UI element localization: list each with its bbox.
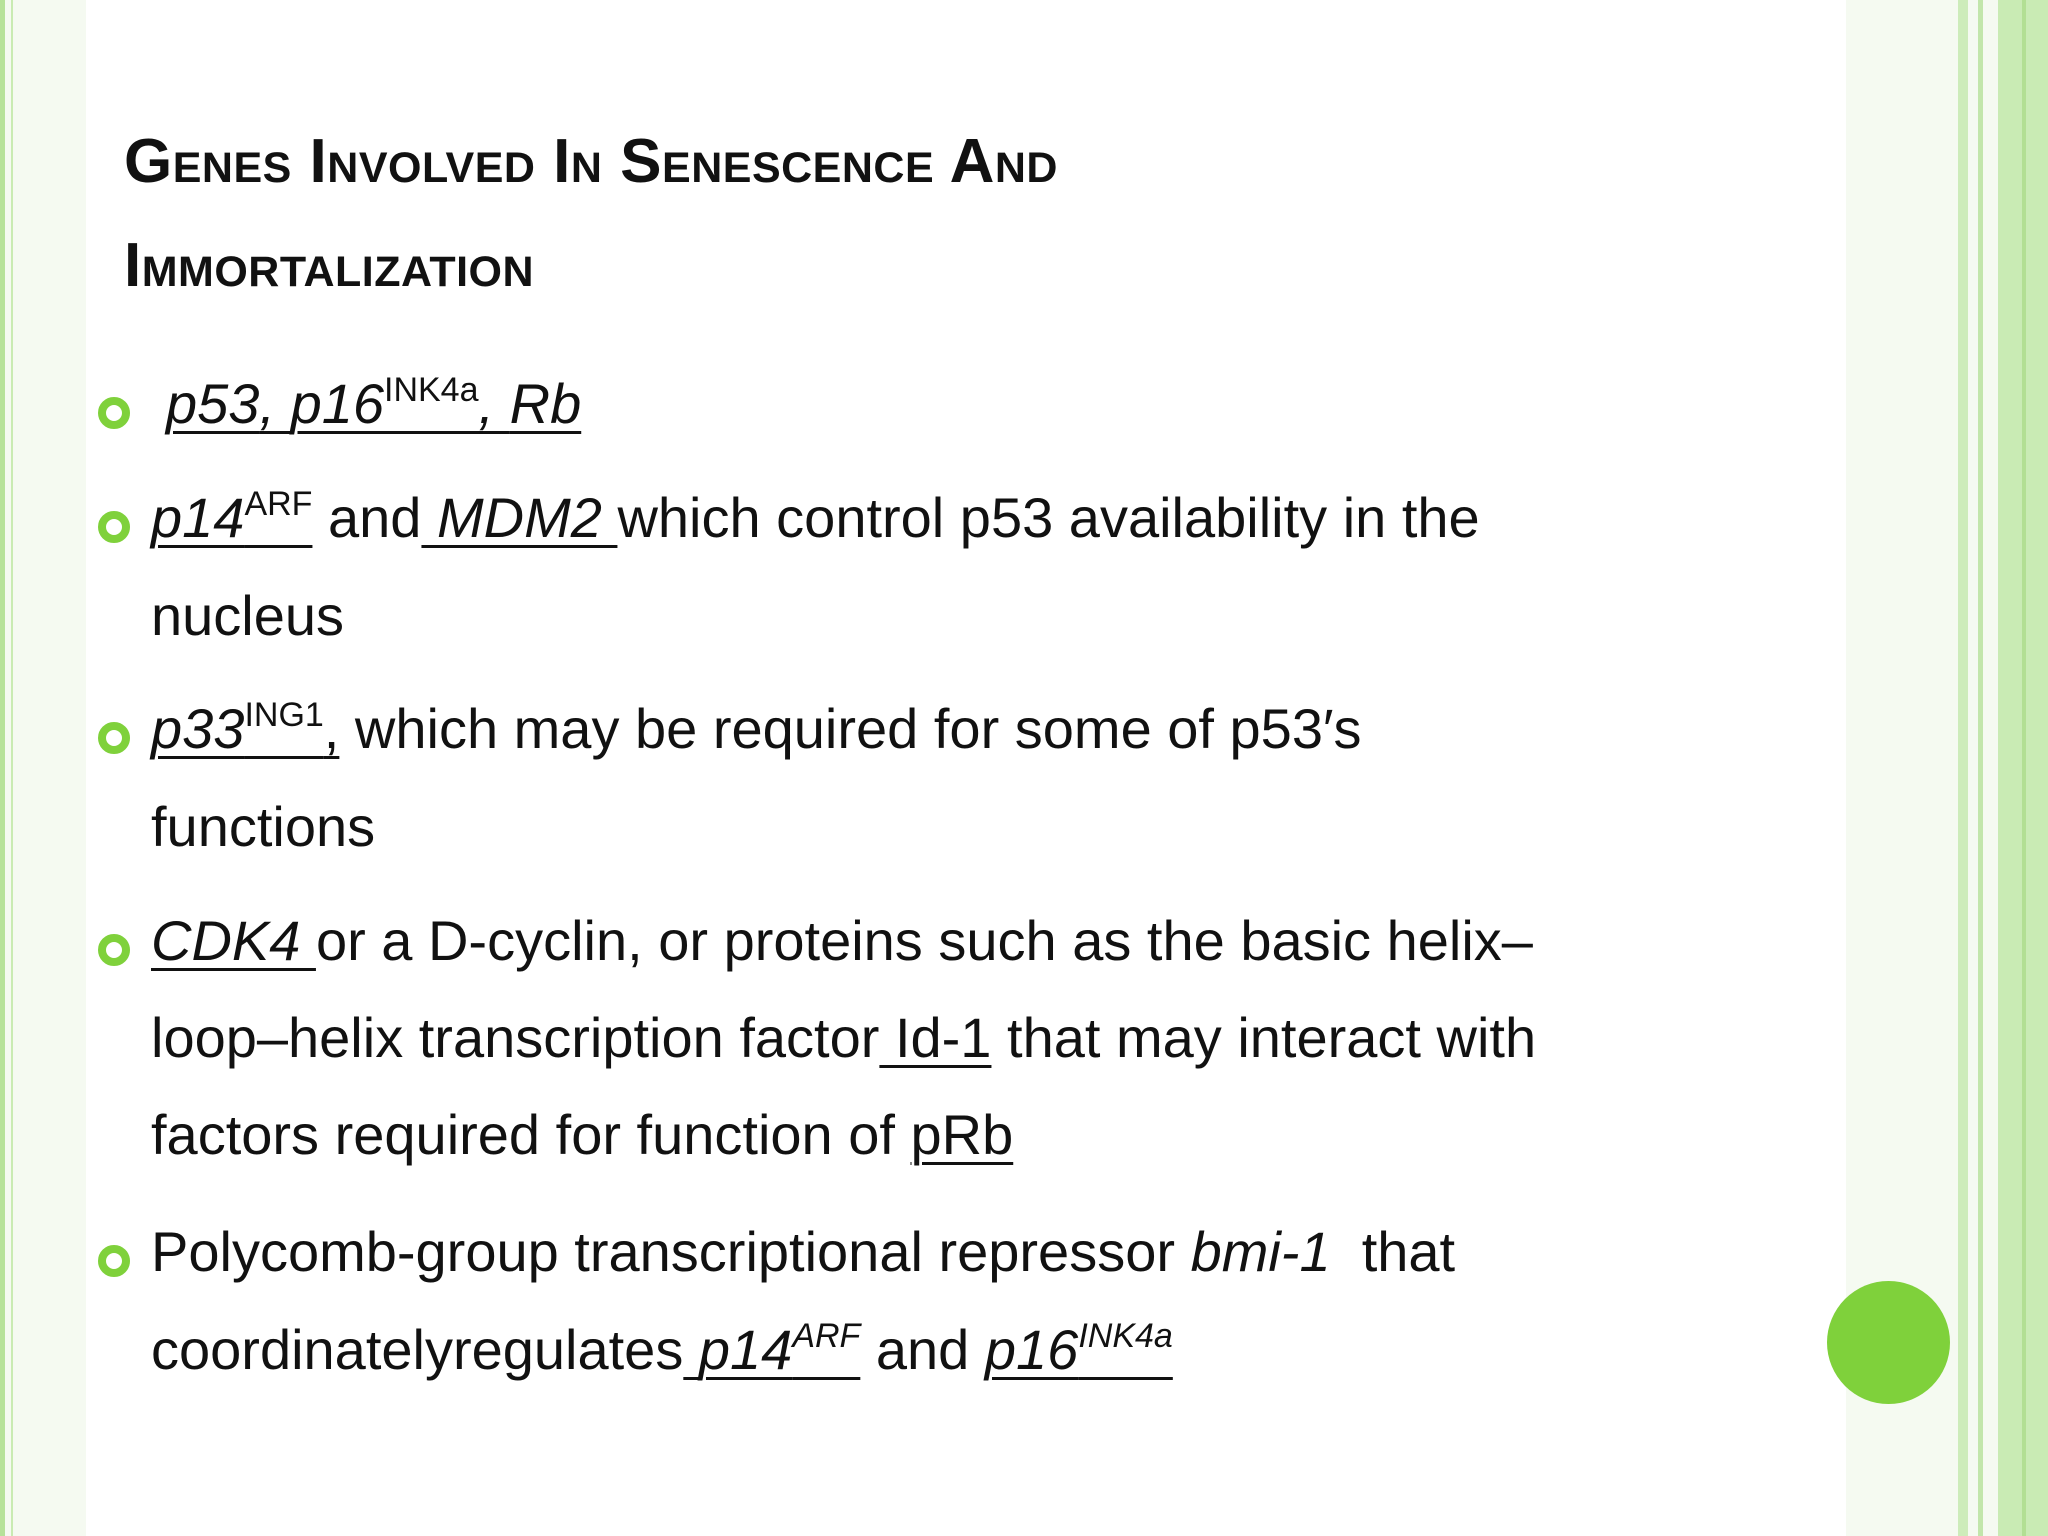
bullet-4-line-1: CDK4 or a D-cyclin, or proteins such as the basic helix– (151, 909, 1533, 972)
bullet-5-line-1: Polycomb-group transcriptional repressor bmi-1 that (151, 1220, 1456, 1283)
gene-p16ink4a: $p16^{INK4a}$ (984, 1317, 1173, 1381)
gene-id1: Id-1 (879, 1006, 992, 1069)
gene-prb: pRb (910, 1103, 1014, 1166)
gene-p33ing1: $p33^{ING1}$, (151, 696, 340, 760)
title-line-2: Immortalization (124, 231, 535, 300)
bullet-3-line-2: functions (151, 795, 376, 858)
bullet-3-line-1: $p33^{ING1}$, which may be required for some of p53′s (151, 696, 1362, 760)
gene-p14arf-2: $p14^{ARF}$ (698, 1317, 861, 1381)
gene-mdm2: MDM2 (421, 486, 618, 549)
bullet-4-line-2: loop–helix transcription factor Id-1 that may interact with (151, 1006, 1537, 1069)
bullet-5-line-2: coordinatelyregulates $p14^{ARF}$ and $p16^{INK4a}$ (151, 1317, 1173, 1381)
bullet-2-line-1: $p14^{ARF}$ and MDM2 which control p53 availability in the (151, 485, 1480, 549)
bullet-1-text (166, 372, 581, 436)
gene-p14arf: $p14^{ARF}$ (151, 485, 313, 549)
bullet-marker-icon (98, 934, 130, 966)
bullet-4-line-3: factors required for function of pRb (151, 1103, 1014, 1166)
gene-bmi1: bmi-1 (1190, 1220, 1331, 1283)
bullet-2-line-2: nucleus (151, 584, 345, 647)
bullet-marker-icon (98, 722, 130, 754)
gene-p53: p53, $p16^{INK4a}$, Rb (166, 371, 582, 435)
bullet-marker-icon (98, 1245, 130, 1277)
bullet-marker-icon (98, 511, 130, 543)
gene-cdk4: CDK4 (151, 909, 316, 972)
title-line-1: Genes Involved In Senescence And (124, 127, 1058, 196)
bullet-marker-icon (98, 397, 130, 429)
